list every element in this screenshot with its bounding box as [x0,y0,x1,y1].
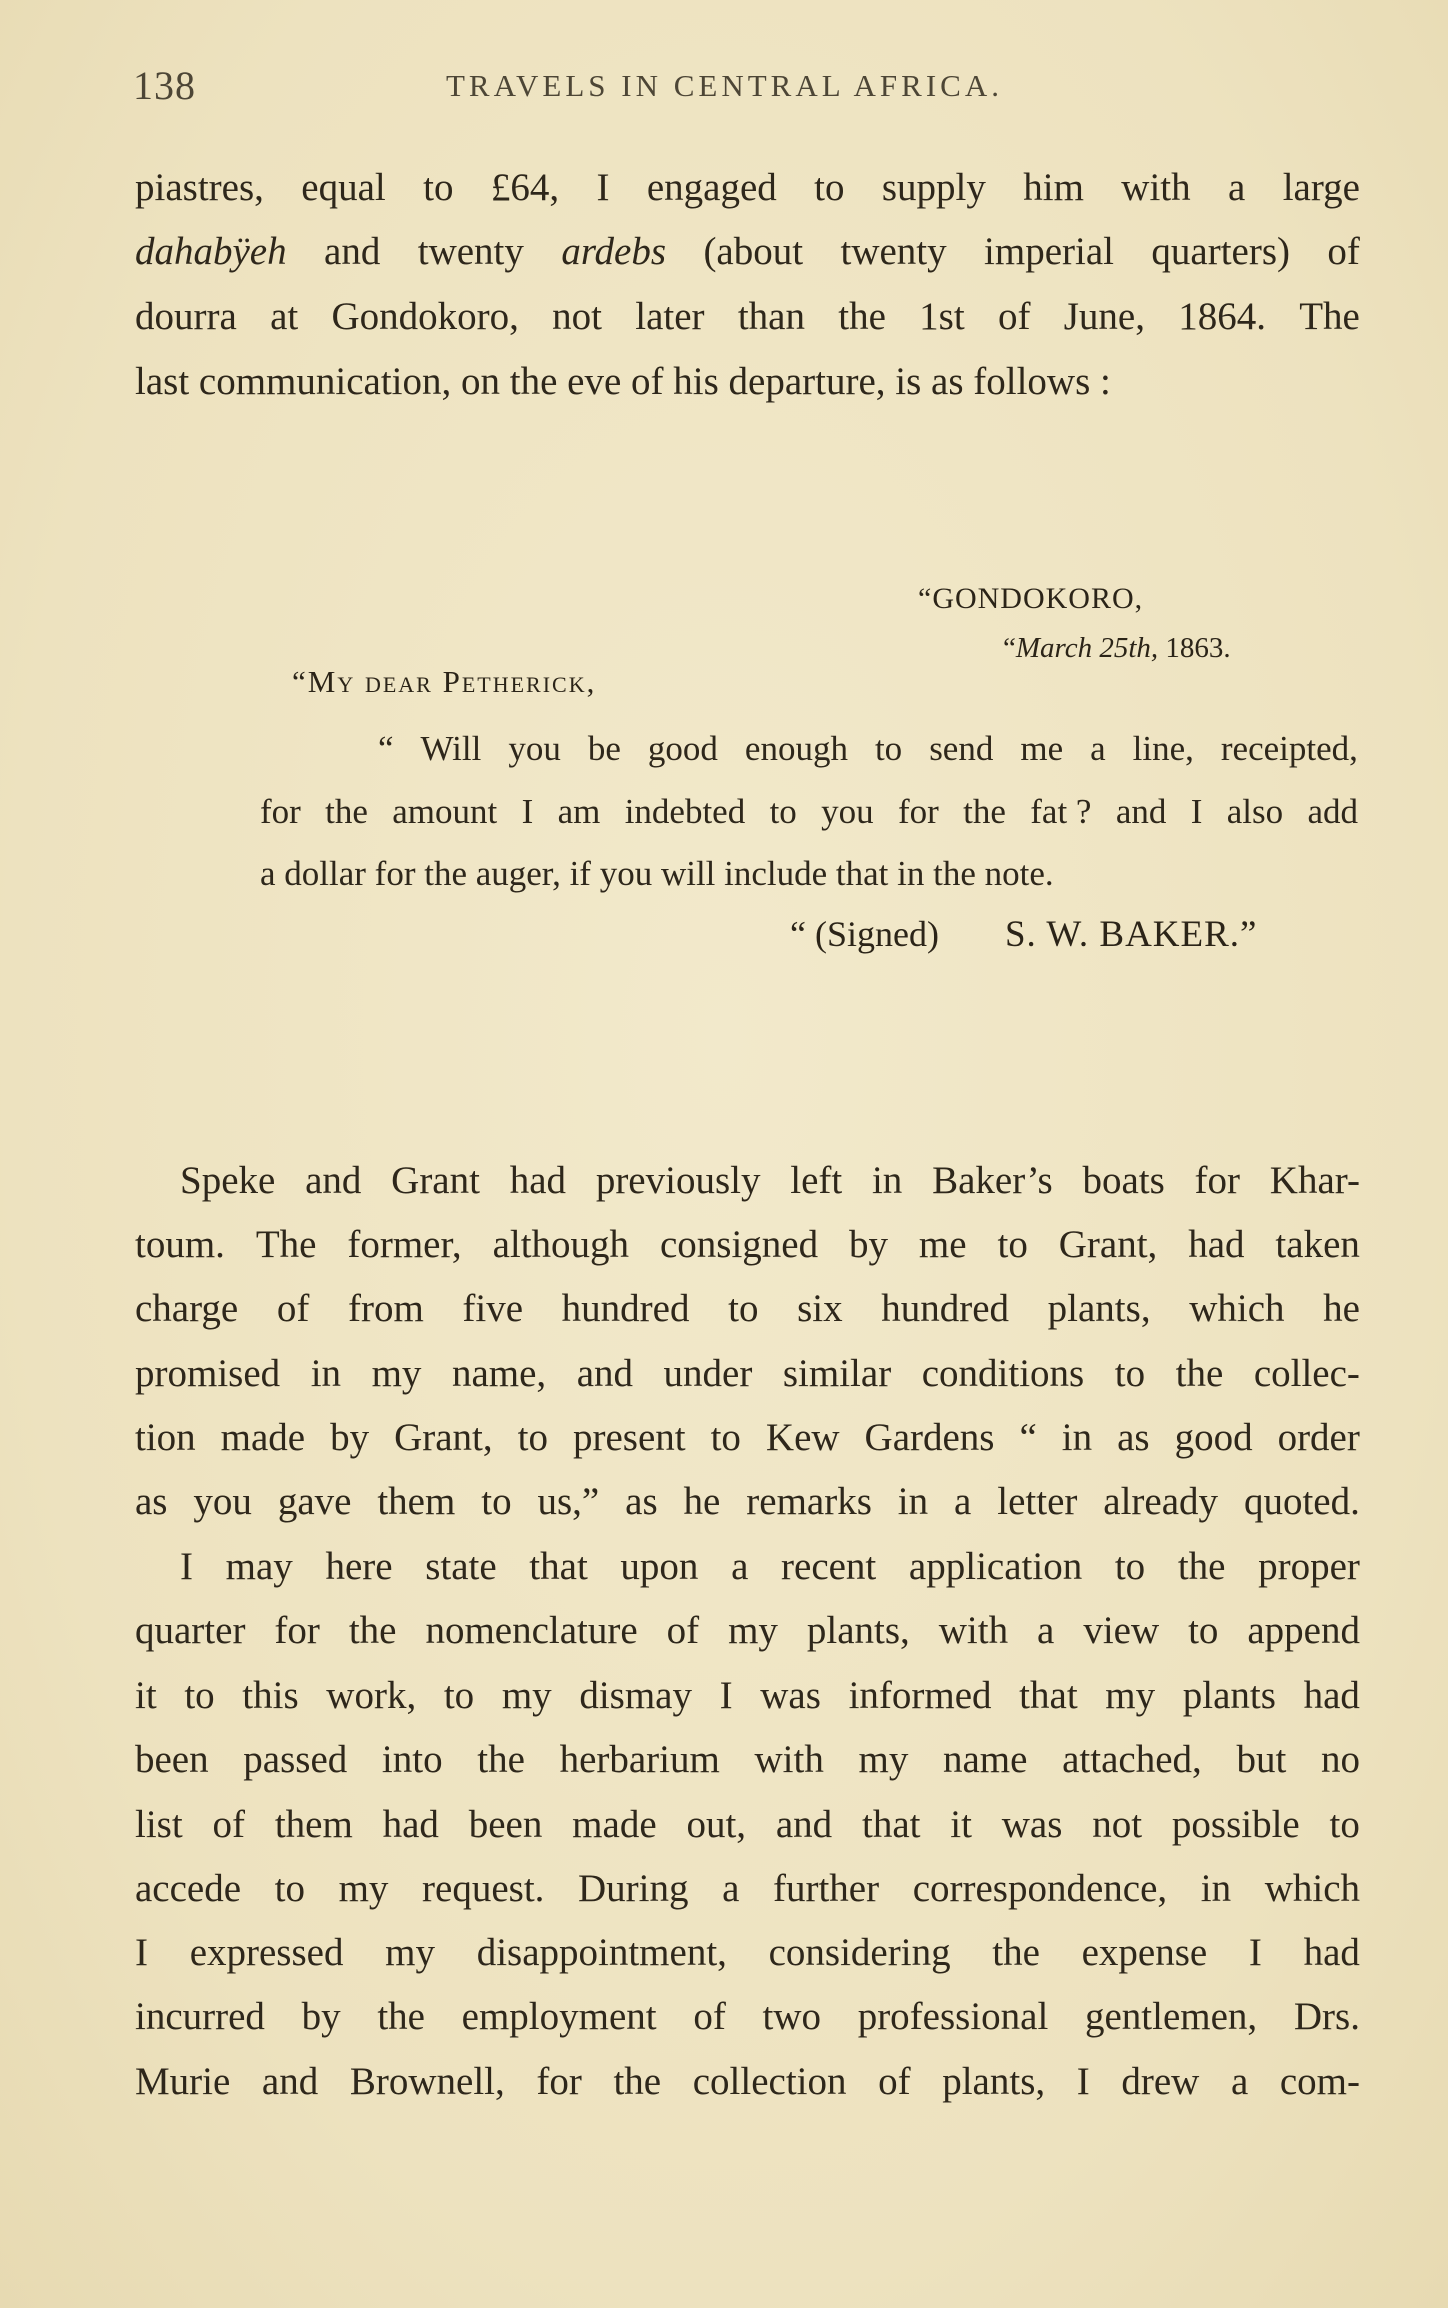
word: but [1236,1738,1287,1781]
word: to [443,1674,475,1717]
word: a [1230,2060,1249,2103]
word: of [276,1287,310,1330]
word: to [1188,1609,1219,1652]
word: for [260,792,301,831]
word: expense [1081,1931,1208,1974]
word: proper [1258,1545,1360,1588]
word: herbarium [559,1738,720,1781]
word: incurred [135,1995,265,2038]
signed-label: “ (Signed) [790,914,939,954]
word: twenty [840,230,947,273]
word: Grant [391,1159,480,1202]
date-year: 1863. [1158,632,1231,664]
word: professional [857,1995,1049,2038]
word: line, [1132,729,1194,768]
text-line [135,1350,1360,1398]
page-number: 138 [133,63,196,108]
word: as [625,1480,658,1523]
word: was [1001,1803,1063,1846]
word: my [385,1931,435,1974]
word: consigned [659,1223,819,1266]
word: June, [1063,295,1145,338]
word: had [1303,1931,1360,1974]
word: indebted [624,792,746,831]
word: my [1105,1674,1156,1717]
word: six [797,1287,843,1330]
word: Murie [135,2060,231,2103]
word: in [871,1159,903,1202]
word: by [849,1223,889,1266]
word: also [1226,792,1284,831]
signed-name: S. W. BAKER.” [1004,914,1258,955]
page-header [133,62,1363,122]
word: from [347,1287,424,1330]
word: in [1200,1867,1232,1910]
text-line [135,1736,1360,1784]
word: which [1189,1287,1285,1330]
word: of [878,2060,911,2103]
letter-date [1003,632,1231,665]
word: dismay [579,1674,692,1717]
word: the [992,1931,1040,1974]
word: and [1115,792,1167,831]
word: them [274,1803,353,1846]
word: be [587,729,621,768]
word: disappointment, [476,1931,727,1974]
word: send [929,729,994,768]
word: I [596,166,610,209]
text-line-content: last communication, on the eve of his departure, is as follows : [135,360,1111,403]
word: under [663,1352,753,1395]
letter-line [260,788,1358,836]
word: plants, [942,2060,1046,2103]
word: I [719,1674,733,1717]
word: to [423,166,454,209]
word: this [242,1674,299,1717]
word: no [1320,1738,1360,1781]
word: although [492,1223,630,1266]
letter-line [378,725,1358,773]
word: left [790,1159,843,1202]
word: Brownell, [349,2060,505,2103]
word: my [371,1352,422,1395]
word: collection [692,2060,847,2103]
word: Will [420,729,482,768]
word: you [821,792,874,831]
word: informed [848,1674,992,1717]
word: the [377,1995,425,2038]
word: already [1103,1480,1219,1523]
word: name [942,1738,1028,1781]
word: to [517,1416,548,1459]
word: for [898,792,939,831]
word: further [773,1867,880,1910]
word: amount [392,792,498,831]
word: plants, [1047,1287,1151,1330]
word: to [274,1867,305,1910]
word: of [693,1995,726,2038]
word: later [635,295,705,338]
text-line [135,293,1360,341]
word: employment [461,1995,657,2038]
word: I [1248,1931,1262,1974]
word: into [381,1738,443,1781]
word: Grant, [1058,1223,1158,1266]
word: ardebs [561,230,667,273]
text-line [135,1672,1360,1720]
word: and [261,2060,319,2103]
word: us,” [537,1480,600,1523]
word: had [382,1803,439,1846]
word: and [775,1803,833,1846]
word: five [462,1287,524,1330]
text-line [135,1414,1360,1462]
word: fat ? [1030,792,1092,831]
word: charge [135,1287,239,1330]
word: a [722,1867,740,1910]
word: to [1114,1352,1146,1395]
word: to [710,1416,741,1459]
word: by [330,1416,370,1459]
word: plants, [806,1609,910,1652]
word: been [468,1803,543,1846]
word: name, [451,1352,547,1395]
word: I [1190,792,1203,831]
word: a [1037,1609,1055,1652]
word: order [1277,1416,1360,1459]
word: add [1307,792,1358,831]
word: two [762,1995,821,2038]
word: former, [347,1223,462,1266]
word: been [135,1738,209,1781]
word: present [572,1416,686,1459]
word: with [1121,166,1191,209]
word: for [536,2060,582,2103]
word: to [814,166,845,209]
word: which [1264,1867,1360,1910]
text-line [135,1221,1360,1269]
word: had [1188,1223,1245,1266]
word: I [521,792,534,831]
word: them [377,1480,456,1523]
word: Speke [180,1159,276,1202]
word: my [501,1674,552,1717]
word: The [1299,295,1360,338]
word: 1864. [1178,295,1266,338]
word: nomenclature [425,1609,638,1652]
word: I [135,1931,148,1974]
word: to [728,1287,759,1330]
word: Drs. [1293,1995,1360,2038]
word: and [576,1352,633,1395]
word: collec- [1253,1352,1360,1395]
text-line [135,1865,1360,1913]
word: me [1020,729,1064,768]
word: that [529,1545,588,1588]
word: Gardens [864,1416,995,1459]
word: good [647,729,718,768]
text-line [135,358,1360,406]
word: that [1019,1674,1078,1717]
word: had [509,1159,567,1202]
word: During [578,1867,689,1910]
word: engaged [646,166,777,209]
word: to [874,729,903,768]
word: quarter [135,1609,246,1652]
word: attached, [1062,1738,1202,1781]
word: by [301,1995,341,2038]
word: view [1083,1609,1160,1652]
word: tion [135,1416,196,1459]
word: hundred [561,1287,690,1330]
word: dahabÿeh [135,230,287,273]
word: that [861,1803,921,1846]
text-line-content: a dollar for the auger, if you will include that in the note. [260,854,1054,893]
word: to [1114,1545,1146,1588]
word: passed [243,1738,348,1781]
word: £64, [490,166,560,209]
word: to [769,792,797,831]
text-line [135,164,1360,212]
text-line [135,1993,1360,2041]
running-title: TRAVELS IN CENTRAL AFRICA. [446,68,1003,103]
word: at [270,295,299,338]
word: supply [881,166,986,209]
word: not [552,295,602,338]
word: append [1247,1609,1360,1652]
word: and [305,1159,362,1202]
word: the [1175,1352,1224,1395]
word: Grant, [394,1416,493,1459]
word: of [1327,230,1360,273]
word: Khar- [1269,1159,1360,1202]
word: promised [135,1352,281,1395]
word: in [310,1352,342,1395]
word: the [1177,1545,1226,1588]
text-line [135,1478,1360,1526]
word: a [1090,729,1106,768]
word: I [180,1545,193,1588]
text-line [180,1543,1360,1591]
word: he [683,1480,721,1523]
word: Kew [765,1416,840,1459]
word: it [135,1674,157,1717]
word: com- [1279,2060,1360,2103]
word: I [1076,2060,1090,2103]
word: toum. [135,1223,225,1266]
word: me [918,1223,967,1266]
word: you [193,1480,252,1523]
word: possible [1171,1803,1300,1846]
word: made [572,1803,657,1846]
word: of [666,1609,700,1652]
word: my [728,1609,778,1652]
word: conditions [921,1352,1085,1395]
word: in [897,1480,929,1523]
text-line [135,1801,1360,1849]
word: the [325,792,368,831]
word: gentlemen, [1085,1995,1258,2038]
letter-place: “GONDOKORO, [918,582,1144,615]
word: with [938,1609,1009,1652]
word: plants [1182,1674,1276,1717]
word: Baker’s [932,1159,1053,1202]
text-line [135,228,1360,276]
word: remarks [746,1480,872,1523]
text-line [135,2058,1360,2106]
word: to [481,1480,512,1523]
word: equal [301,166,386,209]
letter-salutation: “My dear Petherick, [292,664,597,699]
word: than [737,295,805,338]
word: my [858,1738,909,1781]
word: the [613,2060,662,2103]
word: dourra [135,295,237,338]
word: my [338,1867,389,1910]
word: a [731,1545,749,1588]
word: “ [378,729,394,768]
word: expressed [189,1931,344,1974]
word: it [950,1803,972,1846]
word: accede [135,1867,242,1910]
word: enough [744,729,848,768]
word: am [557,792,601,831]
word: with [754,1738,824,1781]
word: may [225,1545,293,1588]
word: upon [620,1545,699,1588]
word: Gondokoro, [331,295,519,338]
word: for [1194,1159,1241,1202]
word: taken [1275,1223,1360,1266]
word: 1st [919,295,965,338]
word: twenty [417,230,524,273]
word: imperial [984,230,1114,273]
word: of [212,1803,245,1846]
word: receipted, [1220,729,1358,768]
word: letter [997,1480,1078,1523]
word: The [255,1223,317,1266]
word: quoted. [1243,1480,1360,1523]
text-line [135,1285,1360,1333]
word: and [324,230,381,273]
word: to [997,1223,1028,1266]
word: list [135,1803,183,1846]
word: he [1323,1287,1360,1330]
word: as [135,1480,168,1523]
word: was [760,1674,821,1717]
word: the [477,1738,525,1781]
word: a [1228,166,1246,209]
text-line [135,1607,1360,1655]
word: the [963,792,1006,831]
word: you [508,729,561,768]
word: (about [703,230,804,273]
word: gave [277,1480,352,1523]
word: correspondence, [912,1867,1168,1910]
text-line [180,1157,1360,1205]
word: quarters) [1151,230,1291,273]
word: drew [1121,2060,1200,2103]
word: piastres, [135,166,264,209]
word: the [838,295,886,338]
word: a [954,1480,972,1523]
word: previously [595,1159,761,1202]
word: to [1329,1803,1360,1846]
word: for [274,1609,320,1652]
date-quote: “ [1003,632,1016,664]
letter-signature [790,913,1257,956]
word: here [325,1545,393,1588]
word: out, [686,1803,747,1846]
word: to [184,1674,215,1717]
word: large [1282,166,1360,209]
word: good [1174,1416,1253,1459]
date-italic: March 25th, [1015,632,1159,664]
word: recent [781,1545,877,1588]
word: him [1023,166,1084,209]
word: of [997,295,1031,338]
word: the [348,1609,397,1652]
text-line [135,1929,1360,1977]
word: in [1061,1416,1093,1459]
word: similar [782,1352,892,1395]
letter-line [260,850,1358,898]
word: work, [326,1674,417,1717]
word: application [908,1545,1083,1588]
word: hundred [881,1287,1010,1330]
word: made [220,1416,306,1459]
word: request. [422,1867,545,1910]
word: considering [768,1931,951,1974]
word: boats [1082,1159,1165,1202]
word: “ [1019,1416,1037,1459]
word: not [1092,1803,1143,1846]
word: state [425,1545,497,1588]
word: as [1117,1416,1150,1459]
word: had [1303,1674,1360,1717]
